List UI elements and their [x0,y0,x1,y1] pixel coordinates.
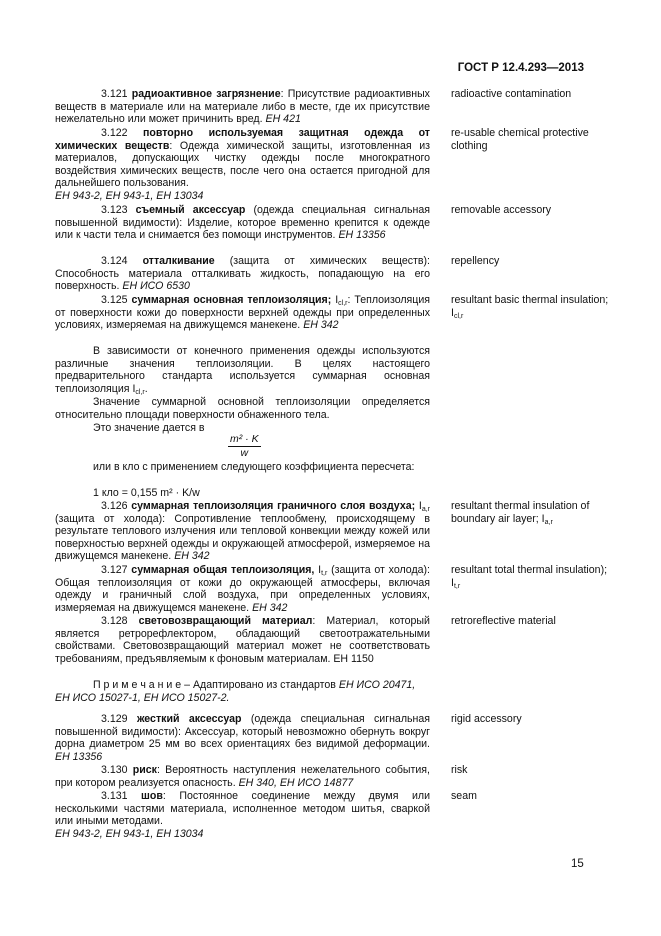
term-english-3128: retroreflective material [451,615,556,627]
term-entry-3131 [55,790,430,840]
term-name: световозвращающий материал [138,615,313,627]
term-definition: : Вероятность наступления нежелательного события, при котором реализуется опасность. [55,764,430,789]
term-entry-3123 [55,204,430,242]
term-english-3125: resultant basic thermal insulation; $I_{cl,r}$ [451,294,609,320]
term-definition: : Материал, который является ретрорефлектором, обладающий светоотражательными свойствами. Световозвращающий материал может не соответствовать требованиям, предъявляемым к фоновым материалам. ЕН 1150 [55,615,430,665]
conversion-formula: 1 кло = 0,155 m² · K/w [93,487,200,499]
term-reference: ЕН 342 [303,319,339,332]
term-number: 3.126 [101,500,128,512]
term-reference: ЕН 421 [265,113,301,126]
term-name: риск [132,764,157,776]
term-name: суммарная теплоизоляция граничного слоя воздуха; [131,500,416,512]
term-definition: : Одежда химической защиты, изготовленная из материалов, допускающих чистку одежды после многократного воздействия химических веществ, после чего она остается пригодной для дальнейшего пользования. [55,139,430,190]
term-reference: ЕН 342 [174,550,210,563]
term-name: радиоактивное загрязнение [131,88,281,100]
term-definition: (защита от химических веществ): Способность материала отталкивать жидкость, попадающую на его поверхность. [55,255,430,293]
term-english-3131: seam [451,790,477,802]
term-number: 3.122 [101,127,128,139]
note [55,679,430,704]
term-entry-3122 [55,127,430,203]
term-name: суммарная основная теплоизоляция; [131,294,332,306]
paragraph-application: В зависимости от конечного применения одежды используются различные значения теплоизоляции. В целях настоящего предварительного стандарта используется суммарная основная теплоизоляция $I_{cl,r}$. [55,345,430,396]
term-number: 3.123 [101,204,128,216]
term-definition: (одежда специальная сигнальная повышенной видимости): Изделие, которое временно крепится к одежде или к части тела и снимается без помощи инструментов. [55,204,430,242]
term-entry-3124 [55,255,430,293]
term-english-3124: repellency [451,255,500,267]
term-english-3121: radioactive contamination [451,88,572,100]
standard-header: ГОСТ Р 12.4.293—2013 [457,62,584,74]
term-entry-3129 [55,713,430,763]
term-symbol: $I_{t,r}$ [318,564,328,577]
term-entry-3127 [55,564,430,614]
term-english-3130: risk [451,764,468,776]
note-references: ЕН ИСО 20471, ЕН ИСО 15027-1, ЕН ИСО 15027-2. [55,679,416,704]
term-definition: Теплоизоляция от поверхности кожи до поверхности верхней одежды при определенных условиях, измеряемая на движущемся манекене. [55,294,431,332]
term-symbol: $I_{cl,r}$: [335,294,351,307]
term-definition: : Присутствие радиоактивных веществ в материале или на материале либо в месте, где их присутствие нежелательно или может причинить вред. [55,88,430,126]
term-english-3129: rigid accessory [451,713,522,725]
term-english-3126: resultant thermal insulation of boundary air layer; $I_{a,r}$ [451,500,590,526]
term-name: съемный аксессуар [135,204,246,216]
term-number: 3.127 [101,564,128,576]
paragraph-value: Значение суммарной основной теплоизоляции определяется относительно площади поверхности обнаженного тела. [55,396,430,421]
formula-denominator: w [240,446,249,459]
term-english-3123: removable accessory [451,204,552,216]
paragraph-units: Это значение дается в [93,422,205,434]
term-number: 3.121 [101,88,128,100]
term-entry-3126 [55,500,430,563]
term-number: 3.125 [101,294,128,306]
term-number: 3.124 [101,255,128,267]
note-text: – Адаптировано из стандартов [181,679,339,691]
term-english-3122: re-usable chemical protective clothing [451,127,589,152]
term-entry-3128 [55,615,430,665]
term-reference: ЕН 943-2, ЕН 943-1, ЕН 13034 [55,827,204,840]
term-number: 3.130 [101,764,128,776]
term-definition: (защита от холода): Общая теплоизоляция от кожи до окружающей атмосферы, включая одежду и граничный слой воздуха, при определенных условиях, измеряемая на движущемся манекене. [55,564,430,614]
term-reference: ЕН 943-2, ЕН 943-1, ЕН 13034 [55,189,204,202]
term-definition: (защита от холода): Сопротивление теплообмену, происходящему в результате теплового излучения или тепловой конвекции между кожей или поверхностью верхней одежды и окружающей атмосферой, измеряемое на движущемся манекене. [55,512,430,563]
note-label: П р и м е ч а н и е [93,679,182,691]
term-reference: ЕН 340, ЕН ИСО 14877 [238,776,354,789]
formula-numerator: m² · K [230,433,259,445]
term-name: шов [141,790,163,802]
term-symbol: $I_{a,r}$ [418,500,430,513]
term-entry-3130 [55,764,430,789]
term-reference: ЕН 13356 [55,750,103,763]
term-definition: : Постоянное соединение между двумя или несколькими частями материала, исполненное методом шитья, сваркой или иными методами. [55,790,430,828]
term-entry-3125 [55,294,430,332]
term-name: жесткий аксессуар [136,713,242,725]
term-name: повторно используемая защитная одежда от химических веществ [55,127,430,152]
term-english-3127: resultant total thermal insulation); $I_{t,r}$ [451,564,608,590]
term-reference: ЕН 13356 [338,229,386,242]
term-definition: (одежда специальная сигнальная повышенной видимости): Аксессуар, который невозможно обернуть вокруг дорна диаметром 25 мм во всех ориентациях без видимой деформации. [55,713,430,751]
term-number: 3.131 [101,790,128,802]
term-name: суммарная общая теплоизоляция, [131,564,315,576]
paragraph-conversion: или в кло с применением следующего коэффициента пересчета: [93,461,415,473]
term-reference: ЕН ИСО 6530 [122,280,190,293]
page-number: 15 [571,858,584,870]
term-name: отталкивание [142,255,215,267]
term-number: 3.128 [101,615,128,627]
term-entry-3121 [55,88,430,126]
term-reference: ЕН 342 [252,601,288,614]
term-number: 3.129 [101,713,128,725]
unit-formula [228,433,261,459]
